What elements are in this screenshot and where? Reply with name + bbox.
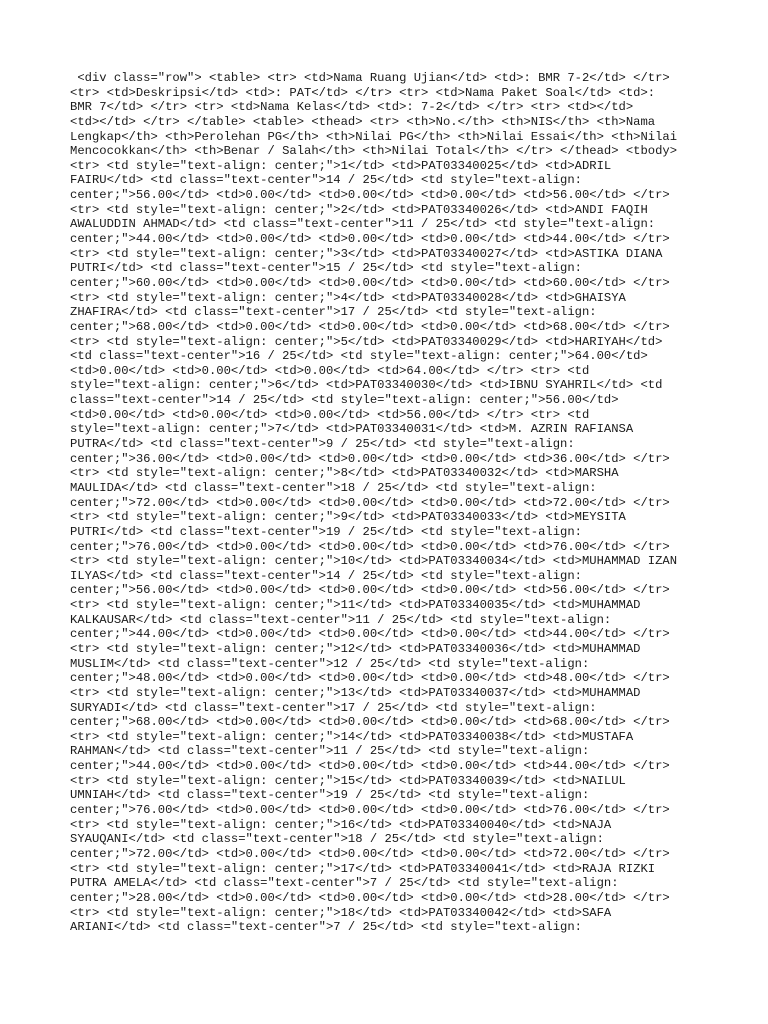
text-line: <tr> <td style="text-align: center;">18</td> <td>PAT03340042</td> <td>SAFA [70, 905, 612, 920]
text-line: class="text-center">14 / 25</td> <td style="text-align: center;">56.00</td> [70, 393, 619, 408]
text-line: PUTRA</td> <td class="text-center">9 / 25</td> <td style="text-align: [70, 437, 575, 452]
text-line: <tr> <td style="text-align: center;">14</td> <td>PAT03340038</td> <td>MUSTAFA [70, 729, 634, 744]
text-line: BMR 7</td> </tr> <tr> <td>Nama Kelas</td> <td>: 7-2</td> </tr> <tr> <td></td> [70, 100, 634, 115]
text-line: center;">72.00</td> <td>0.00</td> <td>0.00</td> <td>0.00</td> <td>72.00</td> </tr> [70, 846, 670, 861]
text-line: <tr> <td style="text-align: center;">16</td> <td>PAT03340040</td> <td>NAJA [70, 817, 612, 832]
text-line: <div class="row"> <table> <tr> <td>Nama Ruang Ujian</td> <td>: BMR 7-2</td> </tr> [70, 71, 670, 85]
text-line: <tr> <td style="text-align: center;">5</td> <td>PAT03340029</td> <td>HARIYAH</td> [70, 334, 663, 349]
text-line: <td>0.00</td> <td>0.00</td> <td>0.00</td> <td>64.00</td> </tr> <tr> <td [70, 363, 590, 378]
text-line: ZHAFIRA</td> <td class="text-center">17 / 25</td> <td style="text-align: [70, 305, 597, 320]
document-page [70, 71, 730, 935]
text-line: SYAUQANI</td> <td class="text-center">18 / 25</td> <td style="text-align: [70, 832, 604, 847]
text-line: center;">44.00</td> <td>0.00</td> <td>0.00</td> <td>0.00</td> <td>44.00</td> </tr> [70, 627, 670, 642]
text-line: center;">72.00</td> <td>0.00</td> <td>0.00</td> <td>0.00</td> <td>72.00</td> </tr> [70, 495, 670, 510]
text-line: FAIRU</td> <td class="text-center">14 / 25</td> <td style="text-align: [70, 173, 582, 188]
text-line: <tr> <td style="text-align: center;">2</td> <td>PAT03340026</td> <td>ANDI FAQIH [70, 202, 648, 217]
text-line: center;">44.00</td> <td>0.00</td> <td>0.00</td> <td>0.00</td> <td>44.00</td> </tr> [70, 232, 670, 247]
text-line: center;">76.00</td> <td>0.00</td> <td>0.00</td> <td>0.00</td> <td>76.00</td> </tr> [70, 803, 670, 818]
text-line: RAHMAN</td> <td class="text-center">11 / 25</td> <td style="text-align: [70, 744, 590, 759]
text-line: PUTRI</td> <td class="text-center">15 / 25</td> <td style="text-align: [70, 261, 582, 276]
text-line: AWALUDDIN AHMAD</td> <td class="text-center">11 / 25</td> <td style="text-align: [70, 217, 656, 232]
text-line: <tr> <td style="text-align: center;">1</td> <td>PAT03340025</td> <td>ADRIL [70, 158, 612, 173]
text-line: <tr> <td style="text-align: center;">11</td> <td>PAT03340035</td> <td>MUHAMMAD [70, 598, 641, 613]
text-line: center;">60.00</td> <td>0.00</td> <td>0.00</td> <td>0.00</td> <td>60.00</td> </tr> [70, 275, 670, 290]
text-line: style="text-align: center;">6</td> <td>PAT03340030</td> <td>IBNU SYAHRIL</td> <td [70, 378, 663, 393]
text-line: <tr> <td style="text-align: center;">12</td> <td>PAT03340036</td> <td>MUHAMMAD [70, 641, 641, 656]
text-line: MUSLIM</td> <td class="text-center">12 / 25</td> <td style="text-align: [70, 656, 590, 671]
text-line: center;">28.00</td> <td>0.00</td> <td>0.00</td> <td>0.00</td> <td>28.00</td> </tr> [70, 890, 670, 905]
text-line: center;">56.00</td> <td>0.00</td> <td>0.00</td> <td>0.00</td> <td>56.00</td> </tr> [70, 583, 670, 598]
text-line: center;">44.00</td> <td>0.00</td> <td>0.00</td> <td>0.00</td> <td>44.00</td> </tr> [70, 759, 670, 774]
html-source-text [70, 71, 730, 935]
text-line: <td>0.00</td> <td>0.00</td> <td>0.00</td> <td>56.00</td> </tr> <tr> <td [70, 407, 590, 422]
text-line: center;">68.00</td> <td>0.00</td> <td>0.00</td> <td>0.00</td> <td>68.00</td> </tr> [70, 319, 670, 334]
text-line: UMNIAH</td> <td class="text-center">19 / 25</td> <td style="text-align: [70, 788, 590, 803]
text-line: Lengkap</th> <th>Perolehan PG</th> <th>Nilai PG</th> <th>Nilai Essai</th> <th>Nilai [70, 129, 678, 144]
text-line: <tr> <td style="text-align: center;">3</td> <td>PAT03340027</td> <td>ASTIKA DIANA [70, 246, 663, 261]
text-line: PUTRI</td> <td class="text-center">19 / 25</td> <td style="text-align: [70, 524, 582, 539]
text-line: center;">36.00</td> <td>0.00</td> <td>0.00</td> <td>0.00</td> <td>36.00</td> </tr> [70, 451, 670, 466]
text-line: <td></td> </tr> </table> <table> <thead> <tr> <th>No.</th> <th>NIS</th> <th>Nama [70, 114, 656, 129]
text-line: <tr> <td style="text-align: center;">13</td> <td>PAT03340037</td> <td>MUHAMMAD [70, 685, 641, 700]
text-line: <tr> <td style="text-align: center;">8</td> <td>PAT03340032</td> <td>MARSHA [70, 466, 619, 481]
text-line: PUTRA AMELA</td> <td class="text-center">7 / 25</td> <td style="text-align: [70, 876, 619, 891]
text-line: KALKAUSAR</td> <td class="text-center">11 / 25</td> <td style="text-align: [70, 612, 612, 627]
text-line: SURYADI</td> <td class="text-center">17 / 25</td> <td style="text-align: [70, 700, 597, 715]
text-line: <tr> <td style="text-align: center;">15</td> <td>PAT03340039</td> <td>NAILUL [70, 773, 626, 788]
text-line: style="text-align: center;">7</td> <td>PAT03340031</td> <td>M. AZRIN RAFIANSA [70, 422, 634, 437]
text-line: <tr> <td style="text-align: center;">10</td> <td>PAT03340034</td> <td>MUHAMMAD IZAN [70, 554, 678, 569]
text-line: center;">48.00</td> <td>0.00</td> <td>0.00</td> <td>0.00</td> <td>48.00</td> </tr> [70, 671, 670, 686]
text-line: <tr> <td style="text-align: center;">17</td> <td>PAT03340041</td> <td>RAJA RIZKI [70, 861, 656, 876]
text-line: <tr> <td style="text-align: center;">4</td> <td>PAT03340028</td> <td>GHAISYA [70, 290, 626, 305]
text-line: <tr> <td style="text-align: center;">9</td> <td>PAT03340033</td> <td>MEYSITA [70, 510, 626, 525]
text-line: center;">68.00</td> <td>0.00</td> <td>0.00</td> <td>0.00</td> <td>68.00</td> </tr> [70, 715, 670, 730]
text-line: Mencocokkan</th> <th>Benar / Salah</th> <th>Nilai Total</th> </tr> </thead> <tbody> [70, 144, 678, 159]
text-line: <td class="text-center">16 / 25</td> <td style="text-align: center;">64.00</td> [70, 349, 648, 364]
text-line: <tr> <td>Deskripsi</td> <td>: PAT</td> </tr> <tr> <td>Nama Paket Soal</td> <td>: [70, 85, 656, 100]
text-line: ARIANI</td> <td class="text-center">7 / 25</td> <td style="text-align: [70, 920, 582, 935]
text-line: center;">56.00</td> <td>0.00</td> <td>0.00</td> <td>0.00</td> <td>56.00</td> </tr> [70, 188, 670, 203]
text-line: MAULIDA</td> <td class="text-center">18 / 25</td> <td style="text-align: [70, 480, 597, 495]
text-line: ILYAS</td> <td class="text-center">14 / 25</td> <td style="text-align: [70, 568, 582, 583]
text-line: center;">76.00</td> <td>0.00</td> <td>0.00</td> <td>0.00</td> <td>76.00</td> </tr> [70, 539, 670, 554]
